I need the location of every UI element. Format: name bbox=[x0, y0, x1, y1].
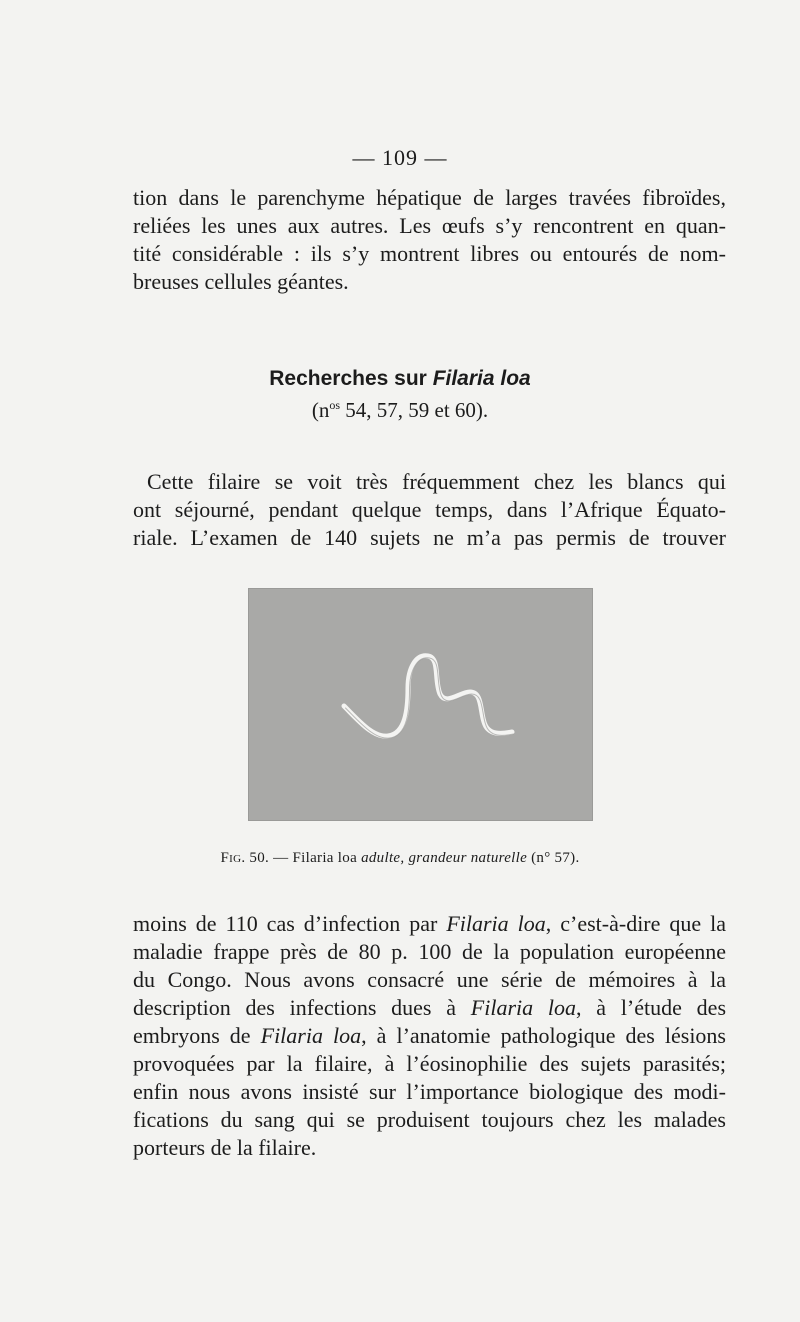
page-number: — 109 — bbox=[352, 145, 448, 170]
ref-sup: os bbox=[329, 398, 340, 412]
caption-fig-label: Fig. 50. bbox=[220, 850, 270, 866]
caption-title: — Filaria loa bbox=[269, 850, 362, 866]
text-line bbox=[133, 1022, 726, 1050]
text-line: porteurs de la filaire. bbox=[133, 1135, 317, 1160]
section-reference bbox=[0, 398, 800, 423]
text-italic: Filaria loa bbox=[260, 1023, 362, 1048]
text-line: tité considérable : ils s’y montrent libres ou entourés de nom- bbox=[133, 241, 726, 266]
section-heading bbox=[0, 367, 800, 391]
text-run: moins de 110 cas d’infection par bbox=[133, 911, 447, 936]
ref-open: (n bbox=[311, 398, 330, 422]
text-line: tion dans le parenchyme hépatique de larges travées fibroïdes, bbox=[133, 185, 726, 210]
text-line: breuses cellules géantes. bbox=[133, 269, 349, 294]
text-run: , c’est-à-dire que la bbox=[545, 911, 727, 936]
text-line: ont séjourné, pendant quelque temps, dans l’Afrique Équato- bbox=[133, 497, 726, 522]
text-line: du Congo. Nous avons consacré une série de mémoires à la bbox=[133, 967, 726, 992]
text-line bbox=[133, 910, 726, 938]
figure-caption bbox=[0, 850, 800, 867]
heading-prefix: Recherches sur bbox=[269, 367, 433, 390]
heading-species: Filaria loa bbox=[432, 367, 531, 390]
middle-paragraph bbox=[133, 468, 726, 552]
text-line: riale. L’examen de 140 sujets ne m’a pas permis de trouver bbox=[133, 525, 726, 550]
caption-end: (n° 57). bbox=[527, 850, 580, 866]
worm-shape bbox=[344, 656, 512, 736]
text-line: fications du sang qui se produisent toujours chez les malades bbox=[133, 1107, 726, 1132]
text-run: description des infections dues à bbox=[133, 995, 471, 1020]
caption-italic: adulte, grandeur naturelle bbox=[361, 850, 528, 866]
bottom-paragraph bbox=[133, 910, 726, 1162]
text-line: Cette filaire se voit très fréquemment chez les blancs qui bbox=[147, 469, 726, 494]
text-italic: Filaria loa bbox=[446, 911, 546, 936]
text-line bbox=[133, 994, 726, 1022]
text-line: enfin nous avons insisté sur l’importance biologique des modi- bbox=[133, 1079, 726, 1104]
text-italic: Filaria loa bbox=[470, 995, 577, 1020]
top-paragraph bbox=[133, 184, 726, 296]
filaria-photo bbox=[248, 588, 593, 821]
text-line: reliées les unes aux autres. Les œufs s’y rencontrent en quan- bbox=[133, 213, 726, 238]
worm-illustration bbox=[248, 588, 593, 821]
text-line: provoquées par la filaire, à l’éosinophilie des sujets parasités; bbox=[133, 1051, 726, 1076]
ref-rest: 54, 57, 59 et 60). bbox=[340, 398, 489, 422]
text-run: embryons de bbox=[133, 1023, 261, 1048]
text-run: , à l’étude des bbox=[576, 995, 726, 1020]
text-run: , à l’anatomie pathologique des lésions bbox=[361, 1023, 726, 1048]
text-line: maladie frappe près de 80 p. 100 de la population européenne bbox=[133, 939, 726, 964]
